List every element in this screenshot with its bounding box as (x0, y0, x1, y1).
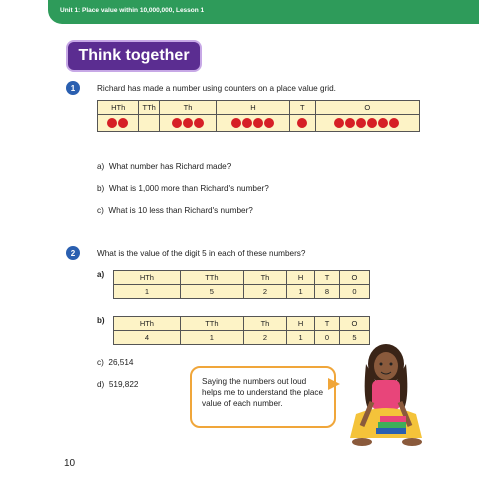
table-b-digit-o: 5 (339, 331, 369, 345)
table-b-header-o: O (339, 317, 369, 331)
table-b-digit-t: 0 (315, 331, 340, 345)
q2-part-a-label: a) (97, 270, 105, 279)
grid1-header-t: T (289, 101, 315, 115)
counter (242, 118, 252, 128)
table-b-digit-h: 1 (286, 331, 314, 345)
grid1-header-th: Th (159, 101, 216, 115)
table-a-digit-h: 1 (286, 285, 314, 299)
place-value-table-a (113, 270, 370, 299)
table-a-header-tth: TTh (180, 271, 243, 285)
table-b-header-tth: TTh (180, 317, 243, 331)
table-b-header-h: H (286, 317, 314, 331)
table-b-header-hth: HTh (114, 317, 181, 331)
table-a-header-o: O (339, 271, 369, 285)
question-1-number: 1 (66, 81, 80, 95)
counter (194, 118, 204, 128)
table-b-header-th: Th (243, 317, 286, 331)
q1-part-b: b) What is 1,000 more than Richard's number? (97, 184, 269, 193)
counter (253, 118, 263, 128)
counter (183, 118, 193, 128)
counter (231, 118, 241, 128)
grid1-cell-hth (98, 115, 139, 132)
question-2-text: What is the value of the digit 5 in each of these numbers? (97, 249, 306, 258)
counter (367, 118, 377, 128)
place-value-table-b (113, 316, 370, 345)
q1-part-a: a) What number has Richard made? (97, 162, 232, 171)
girl-character-illustration (336, 342, 436, 452)
table-b-header-t: T (315, 317, 340, 331)
grid1-cell-th (159, 115, 216, 132)
speech-bubble: Saying the numbers out loud helps me to understand the place value of each number. (190, 366, 336, 428)
grid1-header-o: O (315, 101, 419, 115)
counter (378, 118, 388, 128)
counter (297, 118, 307, 128)
table-b-digit-th: 2 (243, 331, 286, 345)
q2-part-c: c) 26,514 (97, 358, 134, 367)
unit-banner (48, 0, 479, 24)
table-a-header-th: Th (243, 271, 286, 285)
table-a-digit-tth: 5 (180, 285, 243, 299)
table-a-header-h: H (286, 271, 314, 285)
counter (107, 118, 117, 128)
grid1-cell-t (289, 115, 315, 132)
table-b-digit-hth: 4 (114, 331, 181, 345)
table-a-digit-t: 8 (315, 285, 340, 299)
q2-part-d: d) 519,822 (97, 380, 139, 389)
table-a-digit-hth: 1 (114, 285, 181, 299)
place-value-grid-q1 (97, 100, 420, 132)
table-a-digit-th: 2 (243, 285, 286, 299)
grid1-cell-o (315, 115, 419, 132)
table-b-digit-tth: 1 (180, 331, 243, 345)
question-2-number: 2 (66, 246, 80, 260)
unit-title: Unit 1: Place value within 10,000,000, Lesson 1 (60, 7, 205, 14)
counter (345, 118, 355, 128)
section-title: Think together (66, 40, 202, 72)
counter (172, 118, 182, 128)
grid1-header-h: H (217, 101, 290, 115)
table-a-header-hth: HTh (114, 271, 181, 285)
grid1-cell-tth (139, 115, 159, 132)
q2-part-b-label: b) (97, 316, 105, 325)
q1-part-c: c) What is 10 less than Richard's number? (97, 206, 253, 215)
table-a-header-t: T (315, 271, 340, 285)
counter (356, 118, 366, 128)
counter (334, 118, 344, 128)
counter (118, 118, 128, 128)
table-a-digit-o: 0 (339, 285, 369, 299)
grid1-cell-h (217, 115, 290, 132)
grid1-header-tth: TTh (139, 101, 159, 115)
question-1-text: Richard has made a number using counters on a place value grid. (97, 84, 336, 93)
page-number: 10 (64, 458, 76, 469)
grid1-header-hth: HTh (98, 101, 139, 115)
counter (264, 118, 274, 128)
counter (389, 118, 399, 128)
